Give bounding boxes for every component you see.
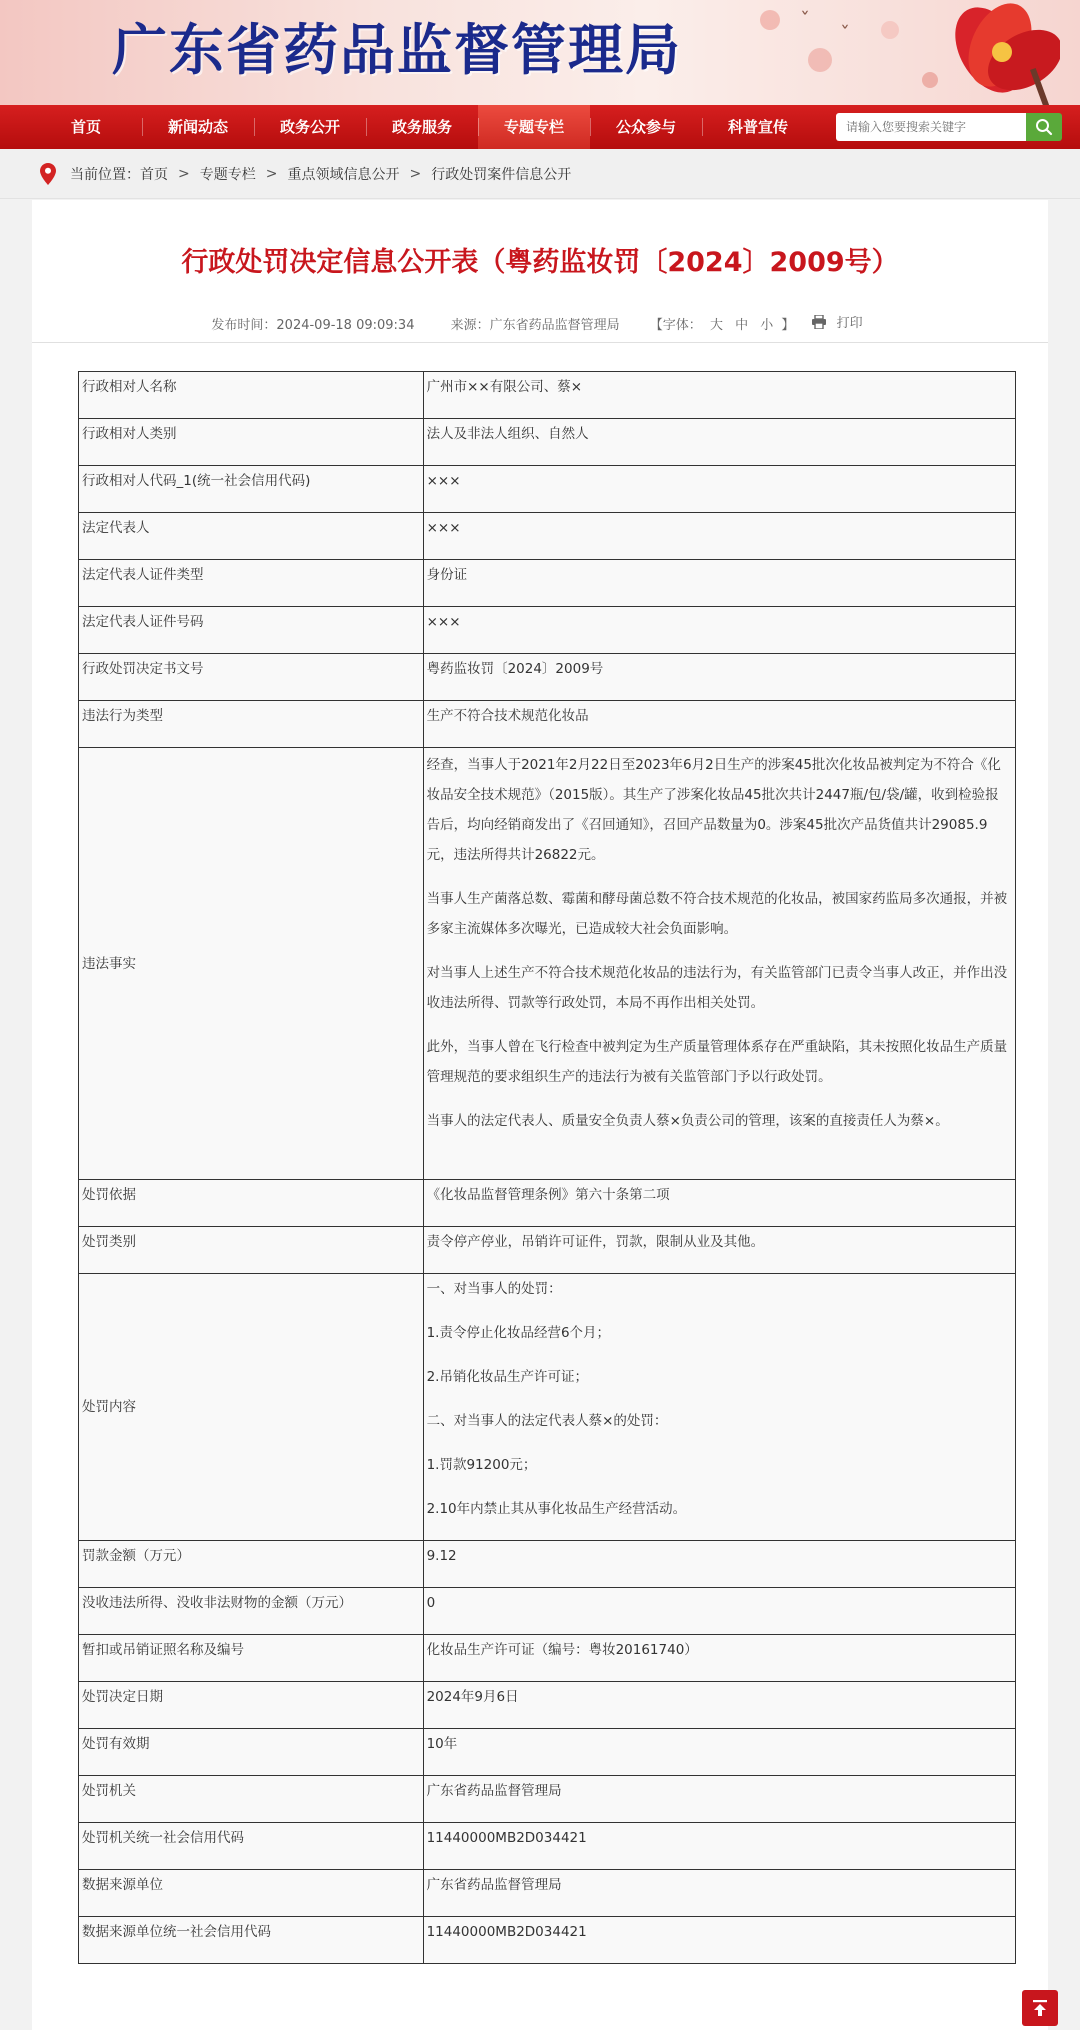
article-title: 行政处罚决定信息公开表（粤药监妆罚〔2024〕2009号）: [181, 247, 899, 278]
row-label: 行政相对人名称: [79, 372, 424, 419]
table-row: [79, 560, 1016, 607]
breadcrumb-prefix: 当前位置：: [70, 166, 140, 183]
back-to-top-button[interactable]: [1022, 1990, 1058, 2026]
table-row: [79, 1541, 1016, 1588]
article-container: [32, 200, 1048, 2030]
row-value: 11440000MB2D034421: [423, 1917, 1015, 1964]
row-value: 粤药监妆罚〔2024〕2009号: [423, 654, 1015, 701]
font-medium-button[interactable]: 中: [735, 317, 749, 333]
row-label: 数据来源单位统一社会信用代码: [79, 1917, 424, 1964]
table-row: [79, 1917, 1016, 1964]
row-label: 行政相对人代码_1(统一社会信用代码): [79, 466, 424, 513]
row-label: 罚款金额（万元）: [79, 1541, 424, 1588]
breadcrumb-key-areas[interactable]: 重点领域信息公开: [287, 166, 400, 183]
breadcrumb-special-topics[interactable]: 专题专栏: [199, 166, 256, 183]
row-value: ×××: [423, 466, 1015, 513]
row-value: 广东省药品监督管理局: [423, 1776, 1015, 1823]
table-row: [79, 607, 1016, 654]
breadcrumb-separator: >: [265, 165, 278, 182]
breadcrumb-separator: >: [409, 165, 422, 182]
facts-paragraph: 经查，当事人于2021年2月22日至2023年6月2日生产的涉案45批次化妆品被判定为不符合《化妆品安全技术规范》（2015版）。其生产了涉案化妆品45批次共计2447瓶/包/袋/罐，收到检验报告后，均向经销商发出了《召回通知》，召回产品数量为0。涉案45批次产品货值共计29085.9元，违法所得共计26822元。: [426, 757, 1001, 863]
row-value: 广东省药品监督管理局: [423, 1870, 1015, 1917]
row-label: 处罚依据: [79, 1180, 424, 1227]
row-value: ×××: [423, 513, 1015, 560]
penalty-content-line: 二、对当事人的法定代表人蔡×的处罚：: [426, 1413, 668, 1429]
penalty-content-line: 2.吊销化妆品生产许可证；: [426, 1369, 588, 1385]
table-row: [79, 1729, 1016, 1776]
table-row: [79, 419, 1016, 466]
facts-paragraph: 对当事人上述生产不符合技术规范化妆品的违法行为，有关监管部门已责令当事人改正，并作出没收违法所得、罚款等行政处罚，本局不再作出相关处罚。: [426, 965, 1008, 1011]
search-icon: [1035, 118, 1053, 136]
penalty-info-table: [78, 371, 1016, 1964]
table-row: [79, 1635, 1016, 1682]
row-label: 法定代表人证件类型: [79, 560, 424, 607]
row-label: 处罚机关统一社会信用代码: [79, 1823, 424, 1870]
site-title[interactable]: 广东省药品监督管理局: [112, 17, 683, 82]
nav-items: [30, 105, 814, 149]
search-button[interactable]: [1026, 113, 1062, 141]
row-label: 没收违法所得、没收非法财物的金额（万元）: [79, 1588, 424, 1635]
font-label-open: 【字体：: [649, 317, 702, 333]
flower-branch-decoration: [740, 0, 950, 105]
facts-paragraph: 当事人的法定代表人、质量安全负责人蔡×负责公司的管理，该案的直接责任人为蔡×。: [426, 1113, 949, 1129]
bird-decoration: ˇ: [800, 8, 810, 32]
table-row: [79, 1274, 1016, 1541]
facts-paragraph: 此外，当事人曾在飞行检查中被判定为生产质量管理体系存在严重缺陷，其未按照化妆品生产质量管理规范的要求组织生产的违法行为被有关监管部门予以行政处罚。: [426, 1039, 1008, 1085]
row-label: 数据来源单位: [79, 1870, 424, 1917]
row-label: 处罚类别: [79, 1227, 424, 1274]
publish-time: 发布时间：2024-09-18 09:09:34: [211, 317, 415, 333]
row-label: 法定代表人: [79, 513, 424, 560]
table-row: [79, 1682, 1016, 1729]
site-banner: [0, 0, 1080, 105]
penalty-content-value: [423, 1274, 1015, 1541]
table-row: [79, 701, 1016, 748]
bird-decoration: ˇ: [840, 22, 850, 46]
nav-item-government-services[interactable]: 政务服务: [366, 105, 478, 149]
row-value: 9.12: [423, 1541, 1015, 1588]
font-small-button[interactable]: 小: [760, 317, 774, 333]
nav-item-news[interactable]: 新闻动态: [142, 105, 254, 149]
font-label-close: 】: [781, 317, 795, 333]
table-row: [79, 513, 1016, 560]
row-value: 10年: [423, 1729, 1015, 1776]
penalty-content-line: 一、对当事人的处罚：: [426, 1281, 562, 1297]
table-row: [79, 1870, 1016, 1917]
table-row: [79, 748, 1016, 1180]
article-meta: [32, 312, 1048, 333]
row-value: 《化妆品监督管理条例》第六十条第二项: [423, 1180, 1015, 1227]
table-row: [79, 1776, 1016, 1823]
table-row: [79, 466, 1016, 513]
row-value: 0: [423, 1588, 1015, 1635]
map-pin-icon: [40, 163, 56, 185]
row-value: 法人及非法人组织、自然人: [423, 419, 1015, 466]
search-input[interactable]: [836, 113, 1026, 141]
row-value: ×××: [423, 607, 1015, 654]
divider: [32, 342, 1048, 343]
row-label: 违法行为类型: [79, 701, 424, 748]
printer-icon: [811, 315, 827, 329]
table-row: [79, 372, 1016, 419]
arrow-up-icon: [1030, 1998, 1050, 2018]
row-value: 身份证: [423, 560, 1015, 607]
table-row: [79, 1227, 1016, 1274]
penalty-content-line: 2.10年内禁止其从事化妆品生产经营活动。: [426, 1501, 687, 1517]
table-row: [79, 1823, 1016, 1870]
table-row: [79, 1588, 1016, 1635]
table-row: [79, 654, 1016, 701]
article-source: 来源：广东省药品监督管理局: [450, 317, 620, 333]
row-label: 法定代表人证件号码: [79, 607, 424, 654]
breadcrumb-home[interactable]: 首页: [140, 166, 168, 183]
breadcrumb: [0, 149, 1080, 199]
facts-label: 违法事实: [79, 748, 424, 1180]
nav-item-government-affairs[interactable]: 政务公开: [254, 105, 366, 149]
print-button[interactable]: [811, 312, 869, 331]
breadcrumb-separator: >: [178, 165, 190, 182]
font-size-controls: [650, 318, 799, 333]
main-nav: [0, 105, 1080, 149]
row-label: 处罚决定日期: [79, 1682, 424, 1729]
breadcrumb-current[interactable]: 行政处罚案件信息公开: [431, 166, 572, 183]
print-label: 打印: [836, 316, 863, 331]
penalty-content-label: 处罚内容: [79, 1274, 424, 1541]
row-value: 11440000MB2D034421: [423, 1823, 1015, 1870]
font-large-button[interactable]: 大: [709, 317, 723, 333]
row-label: 处罚机关: [79, 1776, 424, 1823]
penalty-content-line: 1.责令停止化妆品经营6个月；: [426, 1325, 611, 1341]
nav-item-special-topics[interactable]: 专题专栏: [478, 105, 590, 149]
row-value: 2024年9月6日: [423, 1682, 1015, 1729]
row-label: 处罚有效期: [79, 1729, 424, 1776]
facts-value: [423, 748, 1015, 1180]
nav-item-home[interactable]: 首页: [70, 118, 101, 136]
nav-item-science[interactable]: 科普宣传: [702, 105, 814, 149]
row-label: 暂扣或吊销证照名称及编号: [79, 1635, 424, 1682]
row-value: 责令停产停业，吊销许可证件，罚款，限制从业及其他。: [423, 1227, 1015, 1274]
table-row: [79, 1180, 1016, 1227]
penalty-content-line: 1.罚款91200元；: [426, 1457, 537, 1473]
nav-item-public-participation[interactable]: 公众参与: [590, 105, 702, 149]
row-value: 化妆品生产许可证（编号：粤妆20161740）: [423, 1635, 1015, 1682]
row-value: 广州市××有限公司、蔡×: [423, 372, 1015, 419]
facts-paragraph: 当事人生产菌落总数、霉菌和酵母菌总数不符合技术规范的化妆品，被国家药监局多次通报，并被多家主流媒体多次曝光，已造成较大社会负面影响。: [426, 891, 1008, 937]
search-box: [836, 113, 1062, 141]
row-label: 行政处罚决定书文号: [79, 654, 424, 701]
row-value: 生产不符合技术规范化妆品: [423, 701, 1015, 748]
row-label: 行政相对人类别: [79, 419, 424, 466]
